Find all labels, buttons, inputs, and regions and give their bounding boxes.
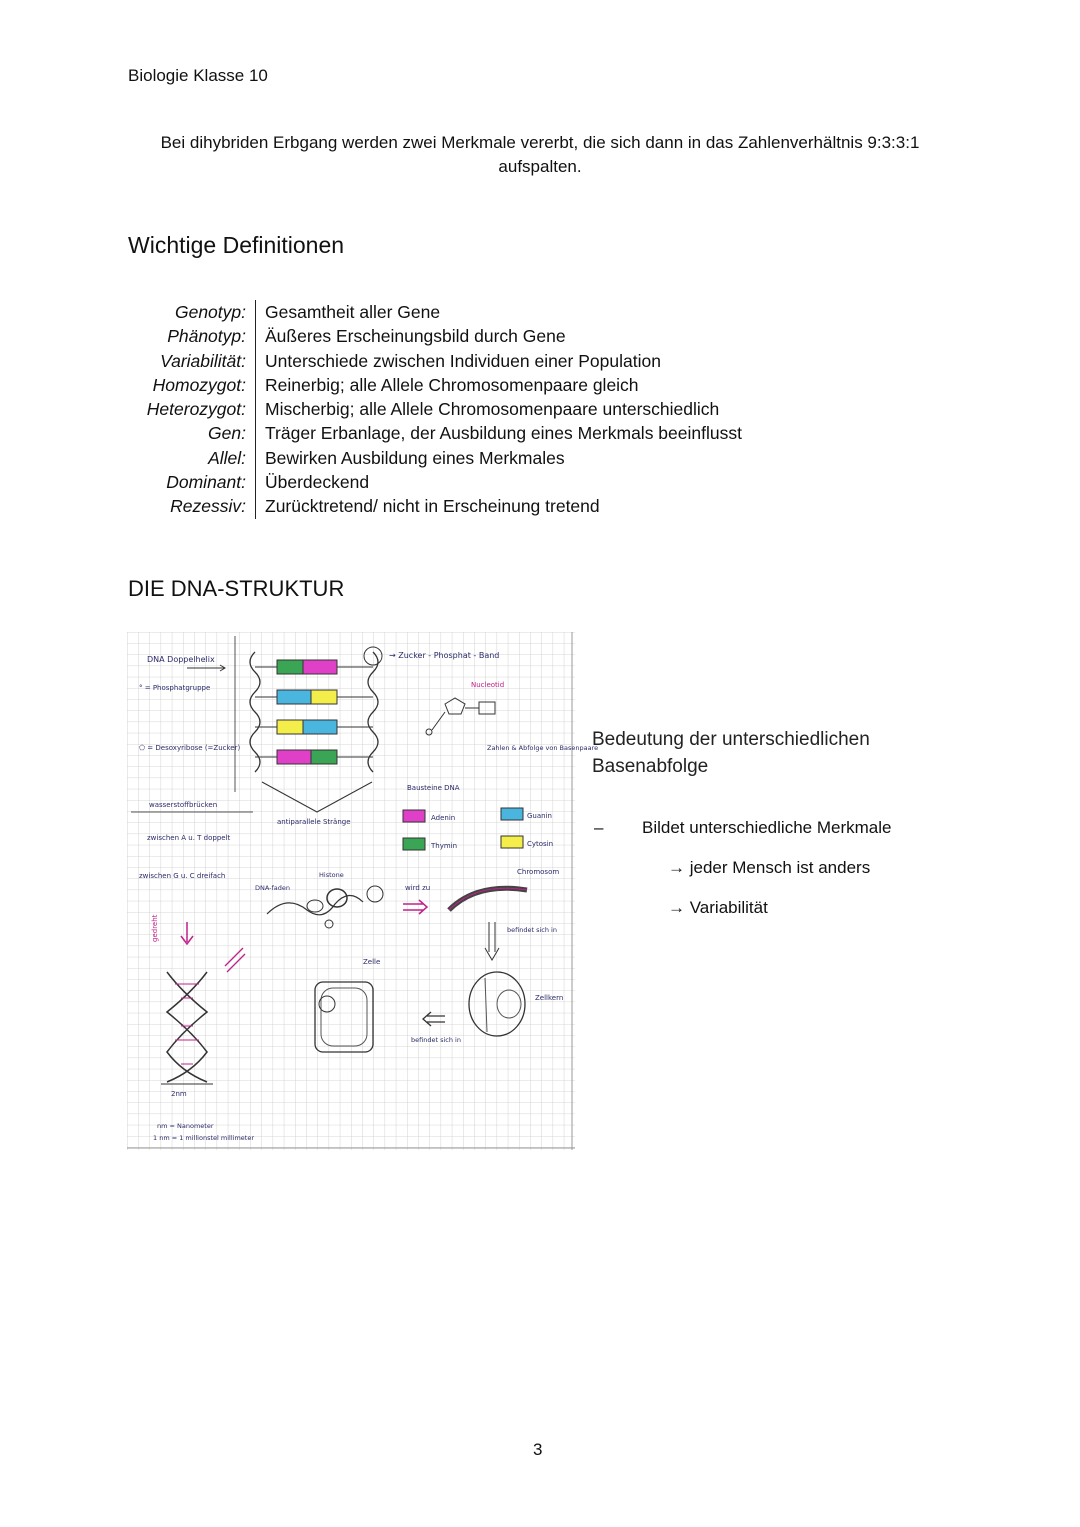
definition-term: Phänotyp: [167,326,246,347]
definition-row [128,494,742,518]
label-guanin: Guanin [527,812,552,820]
label-nm-note2: 1 nm = 1 millionstel millimeter [153,1134,254,1142]
label-zwischen-at: zwischen A u. T doppelt [147,834,231,842]
label-bausteine: Bausteine DNA [407,784,460,792]
label-wasserstoff: wasserstoffbrücken [149,801,218,809]
definition-row [128,470,742,494]
page-number: 3 [533,1440,543,1459]
definition-desc: Gesamtheit aller Gene [256,300,742,324]
label-zellkern: Zellkern [535,994,564,1002]
label-gedreht: gedreht [151,914,159,942]
label-phosphat: ° = Phosphatgruppe [139,684,211,692]
label-zahlen: Zahlen & Abfolge von Basenpaare [487,744,599,752]
label-chromosom: Chromosom [517,868,560,876]
definition-desc: Reinerbig; alle Allele Chromosomenpaare gleich [256,373,742,397]
label-adenin: Adenin [431,814,456,822]
label-dna-doppelhelix: DNA Doppelhelix [147,655,215,664]
definitions-heading: Wichtige Definitionen [128,232,345,258]
label-wird-zu: wird zu [405,884,431,892]
definition-row [128,421,742,445]
intro-paragraph: Bei dihybriden Erbgang werden zwei Merkmale vererbt, die sich dann in das Zahlenverhältnis 9:3:3:1 aufspalten. [160,133,920,176]
aside-title-line1: Bedeutung der unterschiedlichen [592,729,870,750]
label-histone: Histone [319,871,344,879]
dna-structure-sketch [127,632,599,1150]
page-header: Biologie Klasse 10 [128,66,268,85]
label-zwischen-gc: zwischen G u. C dreifach [139,872,226,880]
definition-desc: Unterschiede zwischen Individuen einer Population [256,349,742,373]
label-cytosin: Cytosin [527,840,554,848]
definition-row [128,446,742,470]
label-dna-faden: DNA-faden [255,884,291,892]
aside-arrow-2: → Variabilität [668,898,768,917]
definition-term: Dominant: [166,472,246,493]
label-thymin: Thymin [431,842,458,850]
label-befindet1: befindet sich in [507,926,557,934]
definition-row [128,300,742,324]
grid-paper [127,632,575,1150]
label-zucker-band: → Zucker - Phosphat - Band [389,651,500,660]
aside-title [592,726,870,780]
label-antiparallele: antiparallele Stränge [277,818,351,826]
definition-desc: Mischerbig; alle Allele Chromosomenpaare unterschiedlich [256,397,742,421]
dna-heading: DIE DNA-STRUKTUR [128,576,345,601]
definition-row [128,397,742,421]
aside-dash: – [594,818,604,837]
label-zelle: Zelle [363,958,381,966]
definition-row [128,373,742,397]
label-2nm: 2nm [171,1090,187,1098]
definition-term: Gen: [208,423,246,444]
aside-arrow-1: → jeder Mensch ist anders [668,858,871,877]
definition-term: Variabilität: [160,350,246,371]
definition-desc: Überdeckend [256,470,742,494]
definition-desc: Bewirken Ausbildung eines Merkmales [256,446,742,470]
definition-row [128,349,742,373]
label-nm-note1: nm = Nanometer [157,1122,214,1130]
definitions-table [128,300,742,519]
definition-desc: Träger Erbanlage, der Ausbildung eines Merkmals beeinflusst [256,421,742,445]
label-zucker: ⬠ = Desoxyribose (=Zucker) [139,744,241,752]
definition-desc: Äußeres Erscheinungsbild durch Gene [256,324,742,348]
aside-title-line2: Basenabfolge [592,756,709,777]
label-befindet2: befindet sich in [411,1036,461,1044]
definition-term: Homozygot: [152,374,246,395]
definition-desc: Zurücktretend/ nicht in Erscheinung tretend [256,494,742,518]
definition-term: Genotyp: [174,302,246,322]
definition-term: Allel: [208,447,246,468]
label-nucleotid: Nucleotid [471,681,505,689]
definition-term: Rezessiv: [170,496,246,517]
aside-point: Bildet unterschiedliche Merkmale [642,818,892,837]
definition-term: Heterozygot: [146,399,246,420]
definition-row [128,324,742,348]
